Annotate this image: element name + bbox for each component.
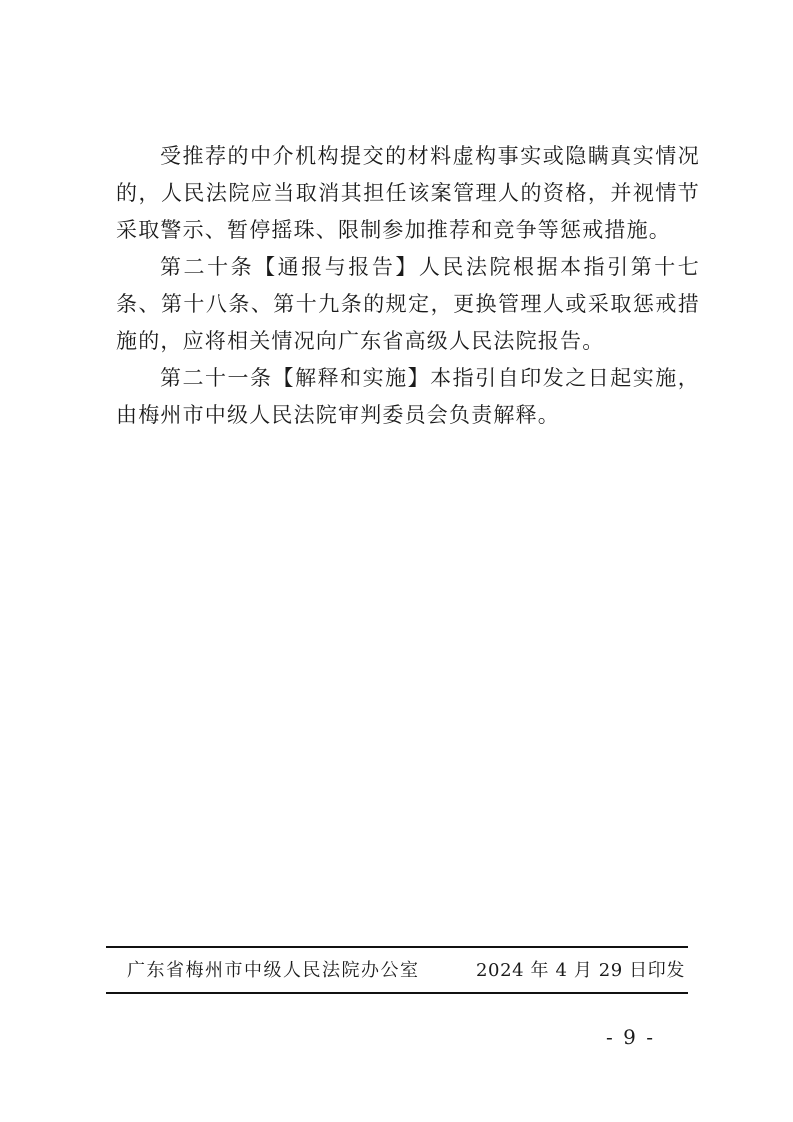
document-body (116, 138, 700, 434)
paragraph-article-21: 第二十一条【解释和实施】本指引自印发之日起实施，由梅州市中级人民法院审判委员会负责解释。 (116, 366, 700, 427)
footer-top-rule (106, 946, 688, 948)
page-number: - 9 - (606, 1025, 655, 1049)
issue-date: 2024 年 4 月 29 日印发 (476, 960, 685, 981)
paragraph-penalty-clause: 受推荐的中介机构提交的材料虚构事实或隐瞒真实情况的，人民法院应当取消其担任该案管理人的资格，并视情节采取警示、暂停摇珠、限制参加推荐和竞争等惩戒措施。 (116, 144, 700, 242)
paragraph-article-20: 第二十条【通报与报告】人民法院根据本指引第十七条、第十八条、第十九条的规定，更换管理人或采取惩戒措施的，应将相关情况向广东省高级人民法院报告。 (116, 255, 700, 353)
footer-bottom-rule (106, 992, 688, 994)
issuing-office: 广东省梅州市中级人民法院办公室 (127, 960, 420, 981)
